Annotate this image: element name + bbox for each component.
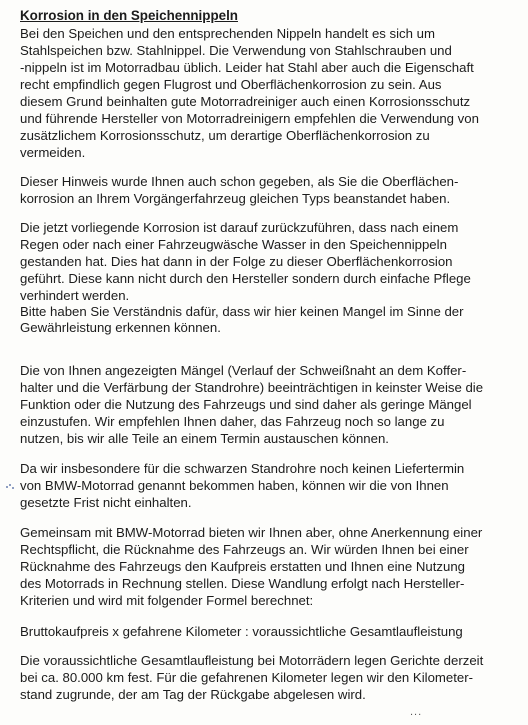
paragraph-line: recht empfindlich gegen Flugrost und Oberflächenkorrosion zu sein. Aus	[20, 77, 442, 92]
paragraph-line: gestanden hat. Dies hat dann in der Folge zu dieser Oberflächenkorrosion	[20, 254, 453, 269]
paragraph-line: gesetzte Frist nicht einhalten.	[20, 495, 192, 510]
paragraph-line: bei ca. 80.000 km fest. Für die gefahrenen Kilometer legen wir den Kilometer-	[20, 670, 474, 685]
formula-line: Bruttokaufpreis x gefahrene Kilometer : voraussichtliche Gesamtlaufleistung	[20, 624, 463, 639]
paragraph-line: Gemeinsam mit BMW-Motorrad bieten wir Ihnen aber, ohne Anerkennung einer	[20, 525, 483, 540]
document-title: Korrosion in den Speichennippeln	[20, 8, 238, 23]
paragraph-line: Funktion oder die Nutzung des Fahrzeugs und sind daher als geringe Mängel	[20, 397, 472, 412]
paragraph-line: des Motorrads in Rechnung stellen. Diese Wandlung erfolgt nach Hersteller-	[20, 576, 465, 591]
paragraph-line: Stahlspeichen bzw. Stahlnippel. Die Verwendung von Stahlschrauben und	[20, 43, 452, 58]
paragraph-line: zusätzlichem Korrosionsschutz, um derartige Oberflächenkorrosion zu	[20, 128, 430, 143]
paragraph-line: einzustufen. Wir empfehlen Ihnen daher, das Fahrzeug noch so lange zu	[20, 414, 445, 429]
paragraph-line: Bei den Speichen und den entsprechenden Nippeln handelt es sich um	[20, 26, 435, 41]
paragraph-line: und führende Hersteller von Motorradreinigern empfehlen die Verwendung von	[20, 111, 479, 126]
scan-speck	[6, 484, 14, 489]
paragraph-line: von BMW-Motorrad genannt bekommen haben, können wir die von Ihnen	[20, 478, 449, 493]
paragraph-line: nutzen, bis wir alle Teile an einem Termin austauschen können.	[20, 431, 389, 446]
paragraph-line: Regen oder nach einer Fahrzeugwäsche Wasser in den Speichennippeln	[20, 237, 447, 252]
paragraph-line: Rechtspflicht, die Rücknahme des Fahrzeugs an. Wir würden Ihnen bei einer	[20, 542, 469, 557]
paragraph-line: Gewährleistung erkennen können.	[20, 320, 221, 335]
paragraph-line: Die jetzt vorliegende Korrosion ist darauf zurückzuführen, dass nach einem	[20, 220, 459, 235]
paragraph-line: stand zugrunde, der am Tag der Rückgabe abgelesen wird.	[20, 687, 366, 702]
paragraph-line: halter und die Verfärbung der Standrohre) beeinträchtigen in keinster Weise die	[20, 380, 484, 395]
paragraph-line: korrosion an Ihrem Vorgängerfahrzeug gleichen Typs beanstandet haben.	[20, 191, 451, 206]
paragraph-line: verhindert werden.	[20, 288, 130, 303]
paragraph-line: Rücknahme des Fahrzeugs den Kaufpreis erstatten und Ihnen eine Nutzung	[20, 559, 465, 574]
paragraph-line: Bitte haben Sie Verständnis dafür, dass wir hier keinen Mangel im Sinne der	[20, 304, 464, 319]
paragraph-line: Die voraussichtliche Gesamtlaufleistung bei Motorrädern legen Gerichte derzeit	[20, 653, 484, 668]
paragraph-line: Da wir insbesondere für die schwarzen Standrohre noch keinen Liefertermin	[20, 461, 465, 476]
paragraph-line: Die von Ihnen angezeigten Mängel (Verlauf der Schweißnaht an dem Koffer-	[20, 363, 467, 378]
paragraph-line: diesem Grund beinhalten gute Motorradreiniger auch einen Korrosionsschutz	[20, 94, 471, 109]
paragraph-line: Dieser Hinweis wurde Ihnen auch schon gegeben, als Sie die Oberflächen-	[20, 174, 459, 189]
paragraph-line: -nippeln ist im Motorradbau üblich. Leider hat Stahl aber auch die Eigenschaft	[20, 60, 474, 75]
paragraph-line: vermeiden.	[20, 145, 86, 160]
continuation-mark: ...	[410, 706, 423, 718]
paragraph-line: Kriterien und wird mit folgender Formel berechnet:	[20, 593, 314, 608]
paragraph-line: geführt. Diese kann nicht durch den Hersteller sondern durch einfache Pflege	[20, 271, 471, 286]
